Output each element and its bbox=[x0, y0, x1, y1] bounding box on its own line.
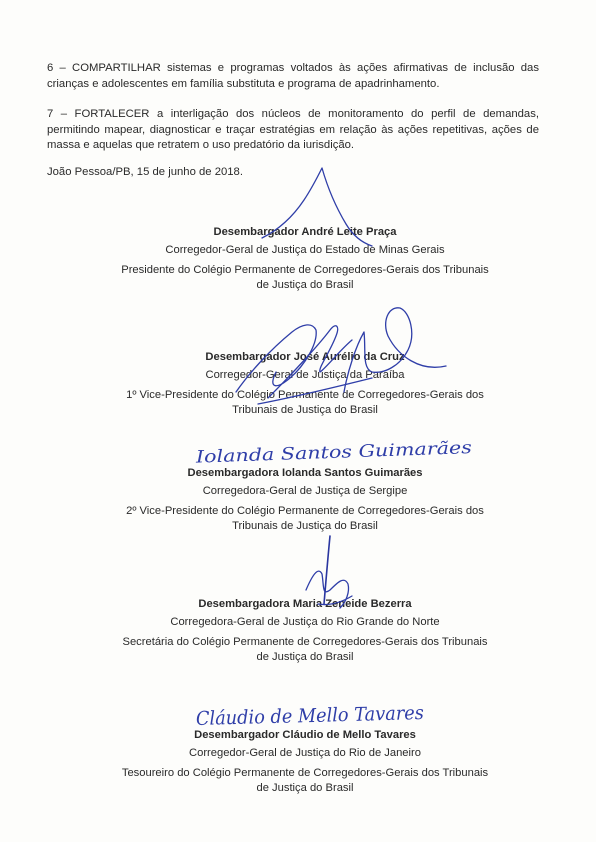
signatory-role: Corregedora-Geral de Justiça do Rio Grande do Norte bbox=[170, 616, 440, 628]
signatory-title: Tesoureiro do Colégio Permanente de Corregedores-Gerais dos Tribunais de Justiça do Brasil bbox=[121, 767, 489, 794]
signatory-title: Presidente do Colégio Permanente de Corregedores-Gerais dos Tribunais de Justiça do Brasil bbox=[121, 264, 489, 291]
signature-claudio: Cláudio de Mello Tavares bbox=[195, 701, 441, 730]
signatory-block-1 bbox=[120, 225, 490, 293]
signatory-name: Desembargador José Aurélio da Cruz bbox=[205, 351, 405, 363]
signatory-title: 1º Vice-Presidente do Colégio Permanente de Corregedores-Gerais dos Tribunais de Justiça do Brasil bbox=[126, 389, 484, 416]
signatory-name: Desembargador Cláudio de Mello Tavares bbox=[194, 729, 416, 741]
signatory-name: Desembargadora Maria Zeneide Bezerra bbox=[198, 598, 412, 610]
signatory-role: Corregedor-Geral de Justiça do Rio de Janeiro bbox=[189, 747, 421, 759]
signatory-title: Secretária do Colégio Permanente de Corregedores-Gerais dos Tribunais de Justiça do Brasil bbox=[122, 636, 488, 663]
signatory-role: Corregedora-Geral de Justiça de Sergipe bbox=[202, 485, 408, 497]
signatory-name: Desembargador André Leite Praça bbox=[213, 226, 397, 238]
item-7-paragraph: 7 – FORTALECER a interligação dos núcleos de monitoramento do perfil de demandas, permitindo mapear, diagnosticar e traçar estratégias em relação às ações repetitivas, ações de massa e aquelas que retratem o uso predatório da iurisdição. bbox=[47, 108, 539, 152]
signatory-title: 2º Vice-Presidente do Colégio Permanente de Corregedores-Gerais dos Tribunais de Justiça do Brasil bbox=[126, 505, 484, 532]
signatory-role: Corregedor-Geral de Justiça da Paraíba bbox=[205, 369, 405, 381]
signatory-block-5 bbox=[120, 728, 490, 796]
signatory-role: Corregedor-Geral de Justiça do Estado de Minas Gerais bbox=[165, 244, 445, 256]
signature-iolanda: Iolanda Santos Guimarães bbox=[195, 439, 424, 468]
item-6-paragraph: 6 – COMPARTILHAR sistemas e programas voltados às ações afirmativas de inclusão das crianças e adolescentes em família substituta e programa de apadrinhamento. bbox=[47, 62, 539, 90]
signatory-block-2 bbox=[120, 350, 490, 418]
signatory-name: Desembargadora Iolanda Santos Guimarães bbox=[187, 467, 423, 479]
signatory-block-3 bbox=[120, 466, 490, 534]
dateline: João Pessoa/PB, 15 de junho de 2018. bbox=[47, 166, 243, 178]
signatory-block-4 bbox=[120, 597, 490, 665]
